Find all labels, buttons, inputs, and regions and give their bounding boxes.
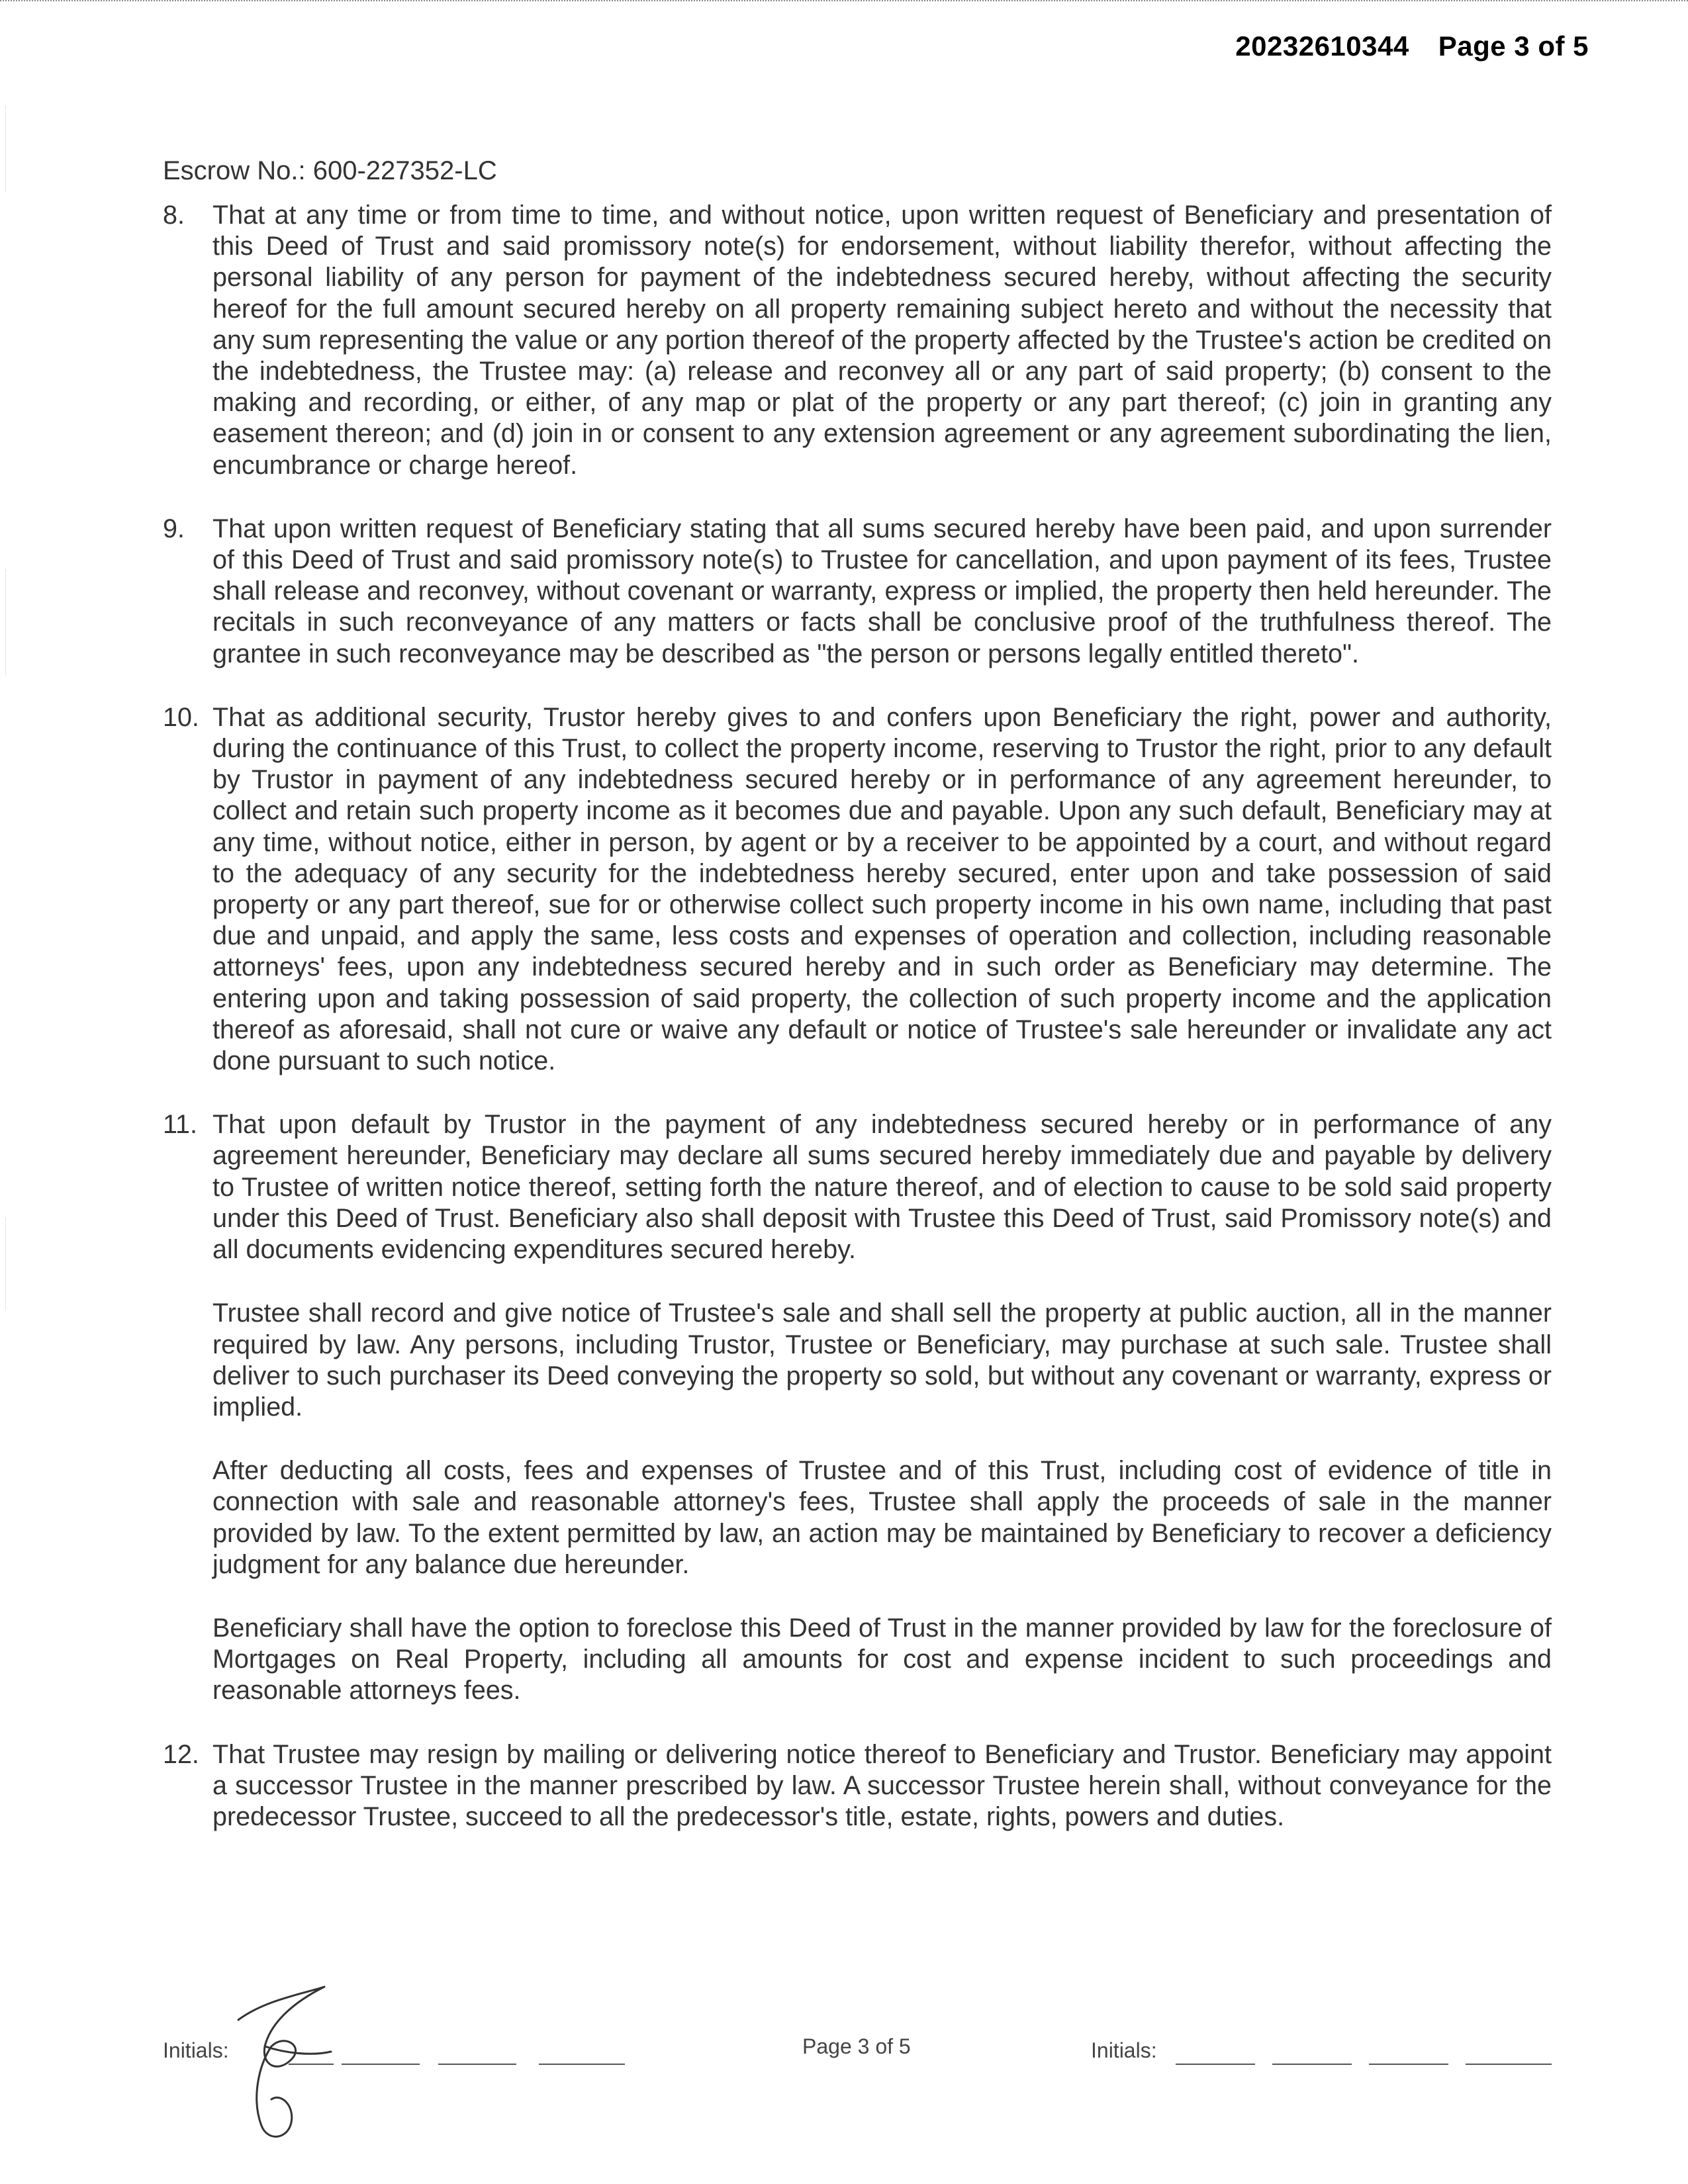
- initials-blank-line: [289, 2064, 334, 2065]
- clause-11: [163, 1109, 1552, 1706]
- left-edge-mark: [5, 106, 6, 192]
- footer-page-number: Page 3 of 5: [802, 2034, 911, 2058]
- clause-text: [212, 514, 1552, 670]
- clause-text: [212, 1109, 1552, 1706]
- handwritten-initials-signature: [225, 1974, 344, 2146]
- clause-paragraph: Beneficiary shall have the option to foreclose this Deed of Trust in the manner provided by law for the foreclosure of Mortgages on Real Property, including all amounts for cost and expense incident to such proceedings and reasonable attorneys fees.: [212, 1613, 1552, 1706]
- clause-paragraph: That upon written request of Beneficiary stating that all sums secured hereby have been paid, and upon surrender of this Deed of Trust and said promissory note(s) to Trustee for cancellation, and upon payment of its fees, Trustee shall release and reconvey, without covenant or warranty, express or implied, the property then held hereunder. The recitals in such reconveyance of any matters or facts shall be conclusive proof of the truthfulness thereof. The grantee in such reconveyance may be described as "the person or persons legally entitled thereto".: [212, 514, 1552, 668]
- clause-8: [163, 200, 1552, 481]
- initials-blank-line: [1369, 2064, 1448, 2065]
- clause-text: [212, 702, 1552, 1077]
- deed-body: [163, 200, 1552, 1865]
- initials-blank-line: [1466, 2064, 1552, 2065]
- clause-text: [212, 1739, 1552, 1833]
- initials-label-right: Initials:: [1091, 2038, 1157, 2062]
- initials-blank-line: [1176, 2064, 1255, 2065]
- clause-12: [163, 1739, 1552, 1833]
- escrow-number-line: [163, 156, 497, 186]
- initials-blank-line: [438, 2064, 516, 2065]
- top-border-rule: [0, 0, 1688, 4]
- clause-text: [212, 200, 1552, 481]
- clause-9: [163, 514, 1552, 670]
- initials-blank-line: [539, 2064, 625, 2065]
- clause-paragraph: That upon default by Trustor in the payment of any indebtedness secured hereby or in performance of any agreement hereunder, Beneficiary may declare all sums secured hereby immediately due and payable by delivery to Trustee of written notice thereof, setting forth the nature thereof, and of election to cause to be sold said property under this Deed of Trust. Beneficiary also shall deposit with Trustee this Deed of Trust, said Promissory note(s) and all documents evidencing expenditures secured hereby.: [212, 1110, 1552, 1265]
- clause-number: 12.: [163, 1739, 199, 1769]
- page-indicator: Page 3 of 5: [1438, 30, 1589, 62]
- clause-number: 8.: [163, 201, 185, 230]
- recording-header: [1235, 30, 1589, 62]
- initials-blank-line: [1272, 2064, 1352, 2065]
- clause-paragraph: Trustee shall record and give notice of Trustee's sale and shall sell the property at public auction, all in the manner required by law. Any persons, including Trustor, Trustee or Beneficiary, may purchase at such sale. Trustee shall deliver to such purchaser its Deed conveying the property so sold, but without any covenant or warranty, express or implied.: [212, 1298, 1552, 1422]
- clause-number: 10.: [163, 702, 199, 732]
- clause-paragraph: After deducting all costs, fees and expenses of Trustee and of this Trust, including cost of evidence of title in connection with sale and reasonable attorney's fees, Trustee shall apply the proceeds of sale in the manner provided by law. To the extent permitted by law, an action may be maintained by Beneficiary to recover a deficiency judgment for any balance due hereunder.: [212, 1456, 1552, 1579]
- left-edge-mark: [5, 569, 6, 675]
- clause-10: [163, 702, 1552, 1077]
- page-footer: [0, 2025, 1688, 2158]
- clause-number: 11.: [163, 1110, 197, 1140]
- left-edge-mark: [5, 1218, 6, 1310]
- initials-label-left: Initials:: [163, 2038, 229, 2062]
- escrow-label: Escrow No.:: [163, 156, 306, 185]
- initials-blank-line: [342, 2064, 420, 2065]
- escrow-number: 600-227352-LC: [312, 156, 497, 185]
- clause-number: 9.: [163, 514, 185, 543]
- clause-paragraph: That Trustee may resign by mailing or delivering notice thereof to Beneficiary and Trustor. Beneficiary may appoint a successor Trustee in the manner prescribed by law. A successor Trustee herein shall, without conveyance for the predecessor Trustee, succeed to all the predecessor's title, estate, rights, powers and duties.: [212, 1739, 1552, 1831]
- clause-paragraph: That as additional security, Trustor hereby gives to and confers upon Beneficiary the right, power and authority, during the continuance of this Trust, to collect the property income, reserving to Trustor the right, prior to any default by Trustor in payment of any indebtedness secured hereby or in performance of any agreement hereunder, to collect and retain such property income as it becomes due and payable. Upon any such default, Beneficiary may at any time, without notice, either in person, by agent or by a receiver to be appointed by a court, and without regard to the adequacy of any security for the indebtedness hereby secured, enter upon and take possession of said property or any part thereof, sue for or otherwise collect such property income in his own name, including that past due and unpaid, and apply the same, less costs and expenses of operation and collection, including reasonable attorneys' fees, upon any indebtedness secured hereby and in such order as Beneficiary may determine. The entering upon and taking possession of said property, the collection of such property income and the application thereof as aforesaid, shall not cure or waive any default or notice of Trustee's sale hereunder or invalidate any act done pursuant to such notice.: [212, 702, 1552, 1076]
- clause-paragraph: That at any time or from time to time, and without notice, upon written request of Beneficiary and presentation of this Deed of Trust and said promissory note(s) for endorsement, without liability therefor, without affecting the personal liability of any person for payment of the indebtedness secured hereby, without affecting the security hereof for the full amount secured hereby on all property remaining subject hereto and without the necessity that any sum representing the value or any portion thereof of the property affected by the Trustee's action be credited on the indebtedness, the Trustee may: (a) release and reconvey all or any part of said property; (b) consent to the making and recording, or either, of any map or plat of the property or any part thereof; (c) join in granting any easement thereon; and (d) join in or consent to any extension agreement or any agreement subordinating the lien, encumbrance or charge hereof.: [212, 201, 1552, 480]
- document-number: 20232610344: [1235, 30, 1409, 62]
